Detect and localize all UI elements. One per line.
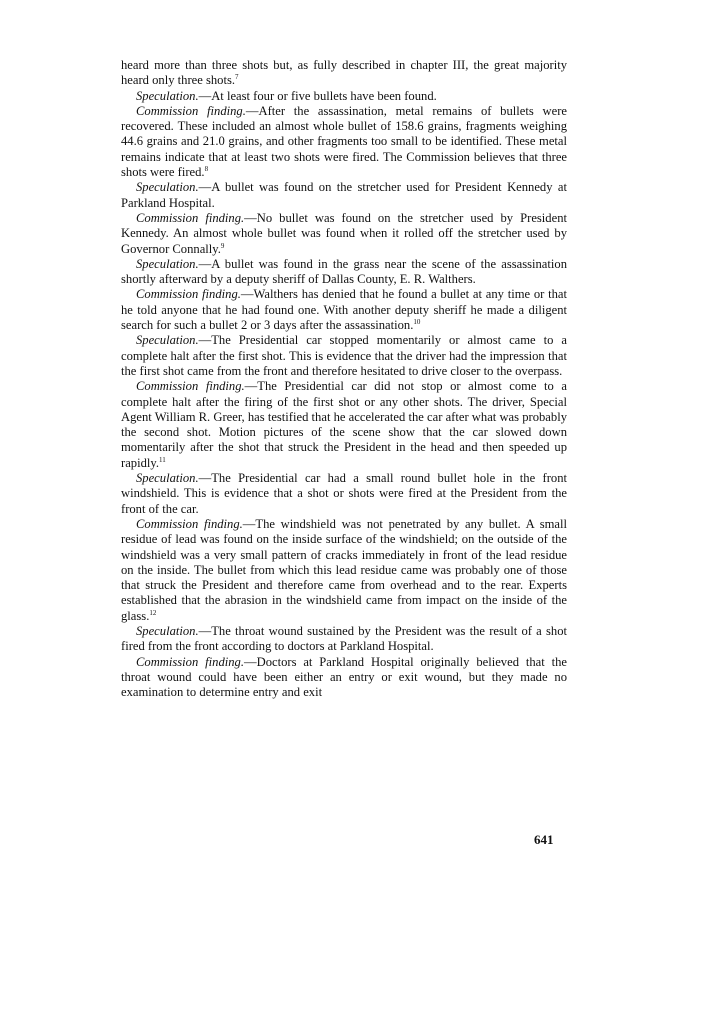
footnote-marker: 11 — [159, 455, 166, 464]
footnote-marker: 12 — [149, 608, 157, 617]
speculation-label: Speculation. — [136, 623, 199, 638]
paragraph-text: —No bullet was found on the stretcher used by President Kennedy. An almost whole bullet was found when it rolled off the stretcher used by Governor Connally. — [121, 210, 567, 256]
paragraph-continuation — [121, 58, 567, 89]
speculation-label: Speculation. — [136, 471, 199, 486]
finding-paragraph — [121, 655, 567, 701]
finding-paragraph — [121, 287, 567, 333]
paragraph-text: —At least four or five bullets have been found. — [198, 88, 437, 103]
finding-paragraph — [121, 104, 567, 180]
paragraph-text: —A bullet was found on the stretcher used for President Kennedy at Parkland Hospital. — [121, 180, 567, 210]
page-number: 641 — [534, 832, 554, 847]
finding-paragraph — [121, 517, 567, 624]
speculation-paragraph — [121, 89, 567, 104]
paragraph-text: heard more than three shots but, as fully described in chapter III, the great majority heard only three shots. — [121, 58, 567, 88]
footnote-marker: 8 — [204, 165, 209, 174]
finding-paragraph — [121, 211, 567, 257]
paragraph-text: —The Presidential car stopped momentarily or almost came to a complete halt after the first shot. This is evidence that the driver had the impression that the first shot came from the front and therefore hesitated to drive closer to the overpass. — [121, 333, 567, 378]
finding-label: Commission finding. — [136, 654, 244, 669]
finding-label: Commission finding. — [136, 379, 245, 394]
speculation-label: Speculation. — [136, 88, 199, 103]
paragraph-text: —Doctors at Parkland Hospital originally believed that the throat wound could have been either an entry or exit wound, but they made no examination to determine entry and exit — [121, 654, 568, 700]
footnote-marker: 10 — [413, 318, 421, 327]
paragraph-text: —The Presidential car did not stop or almost come to a complete halt after the firing of the first shot or any other shots. The driver, Special Agent William R. Greer, has testified that he accelerated the car after what was probably the second shot. Motion pictures of the scene show that the car slowed down momentarily after the shot that struck the President in the head and then speeded up rapidly. — [121, 379, 567, 470]
paragraph-text: —The throat wound sustained by the President was the result of a shot fired from the front according to doctors at Parkland Hospital. — [121, 623, 567, 654]
footnote-marker: 9 — [220, 241, 225, 250]
finding-label: Commission finding. — [136, 103, 246, 118]
finding-label: Commission finding. — [136, 287, 241, 302]
speculation-label: Speculation. — [136, 256, 199, 271]
body-text — [121, 58, 567, 700]
paragraph-text: —Walthers has denied that he found a bullet at any time or that he told anyone that he had found one. With another deputy sheriff he made a diligent search for such a bullet 2 or 3 days after the assassination. — [121, 287, 567, 333]
speculation-paragraph — [121, 333, 567, 379]
speculation-label: Speculation. — [136, 180, 199, 195]
finding-paragraph — [121, 379, 567, 471]
speculation-label: Speculation. — [136, 333, 199, 348]
speculation-paragraph — [121, 180, 567, 211]
paragraph-text: —After the assassination, metal remains of bullets were recovered. These included an almost whole bullet of 158.6 grains, fragments weighing 44.6 grains and 21.0 grains, and other fragments too small to be identified. These metal remains indicate that at least two shots were fired. The Commission believes that three shots were fired. — [121, 103, 567, 180]
speculation-paragraph — [121, 257, 567, 288]
speculation-paragraph — [121, 471, 567, 517]
finding-label: Commission finding. — [136, 210, 245, 225]
speculation-paragraph — [121, 624, 567, 655]
paragraph-text: —The windshield was not penetrated by any bullet. A small residue of lead was found on the inside surface of the windshield; on the outside of the windshield was a very small pattern of cracks immediately in front of the lead residue on the inside. The bullet from which this lead residue came was probably one of those that struck the President and therefore came from overhead and to the rear. Experts established that the abrasion in the windshield came from impact on the inside of the glass. — [121, 516, 568, 623]
paragraph-text: —The Presidential car had a small round bullet hole in the front windshield. This is evidence that a shot or shots were fired at the President from the front of the car. — [121, 471, 567, 516]
footnote-marker: 7 — [235, 73, 239, 82]
finding-label: Commission finding. — [136, 516, 243, 531]
paragraph-text: —A bullet was found in the grass near the scene of the assassination shortly afterward by a deputy sheriff of Dallas County, E. R. Walthers. — [121, 256, 567, 287]
